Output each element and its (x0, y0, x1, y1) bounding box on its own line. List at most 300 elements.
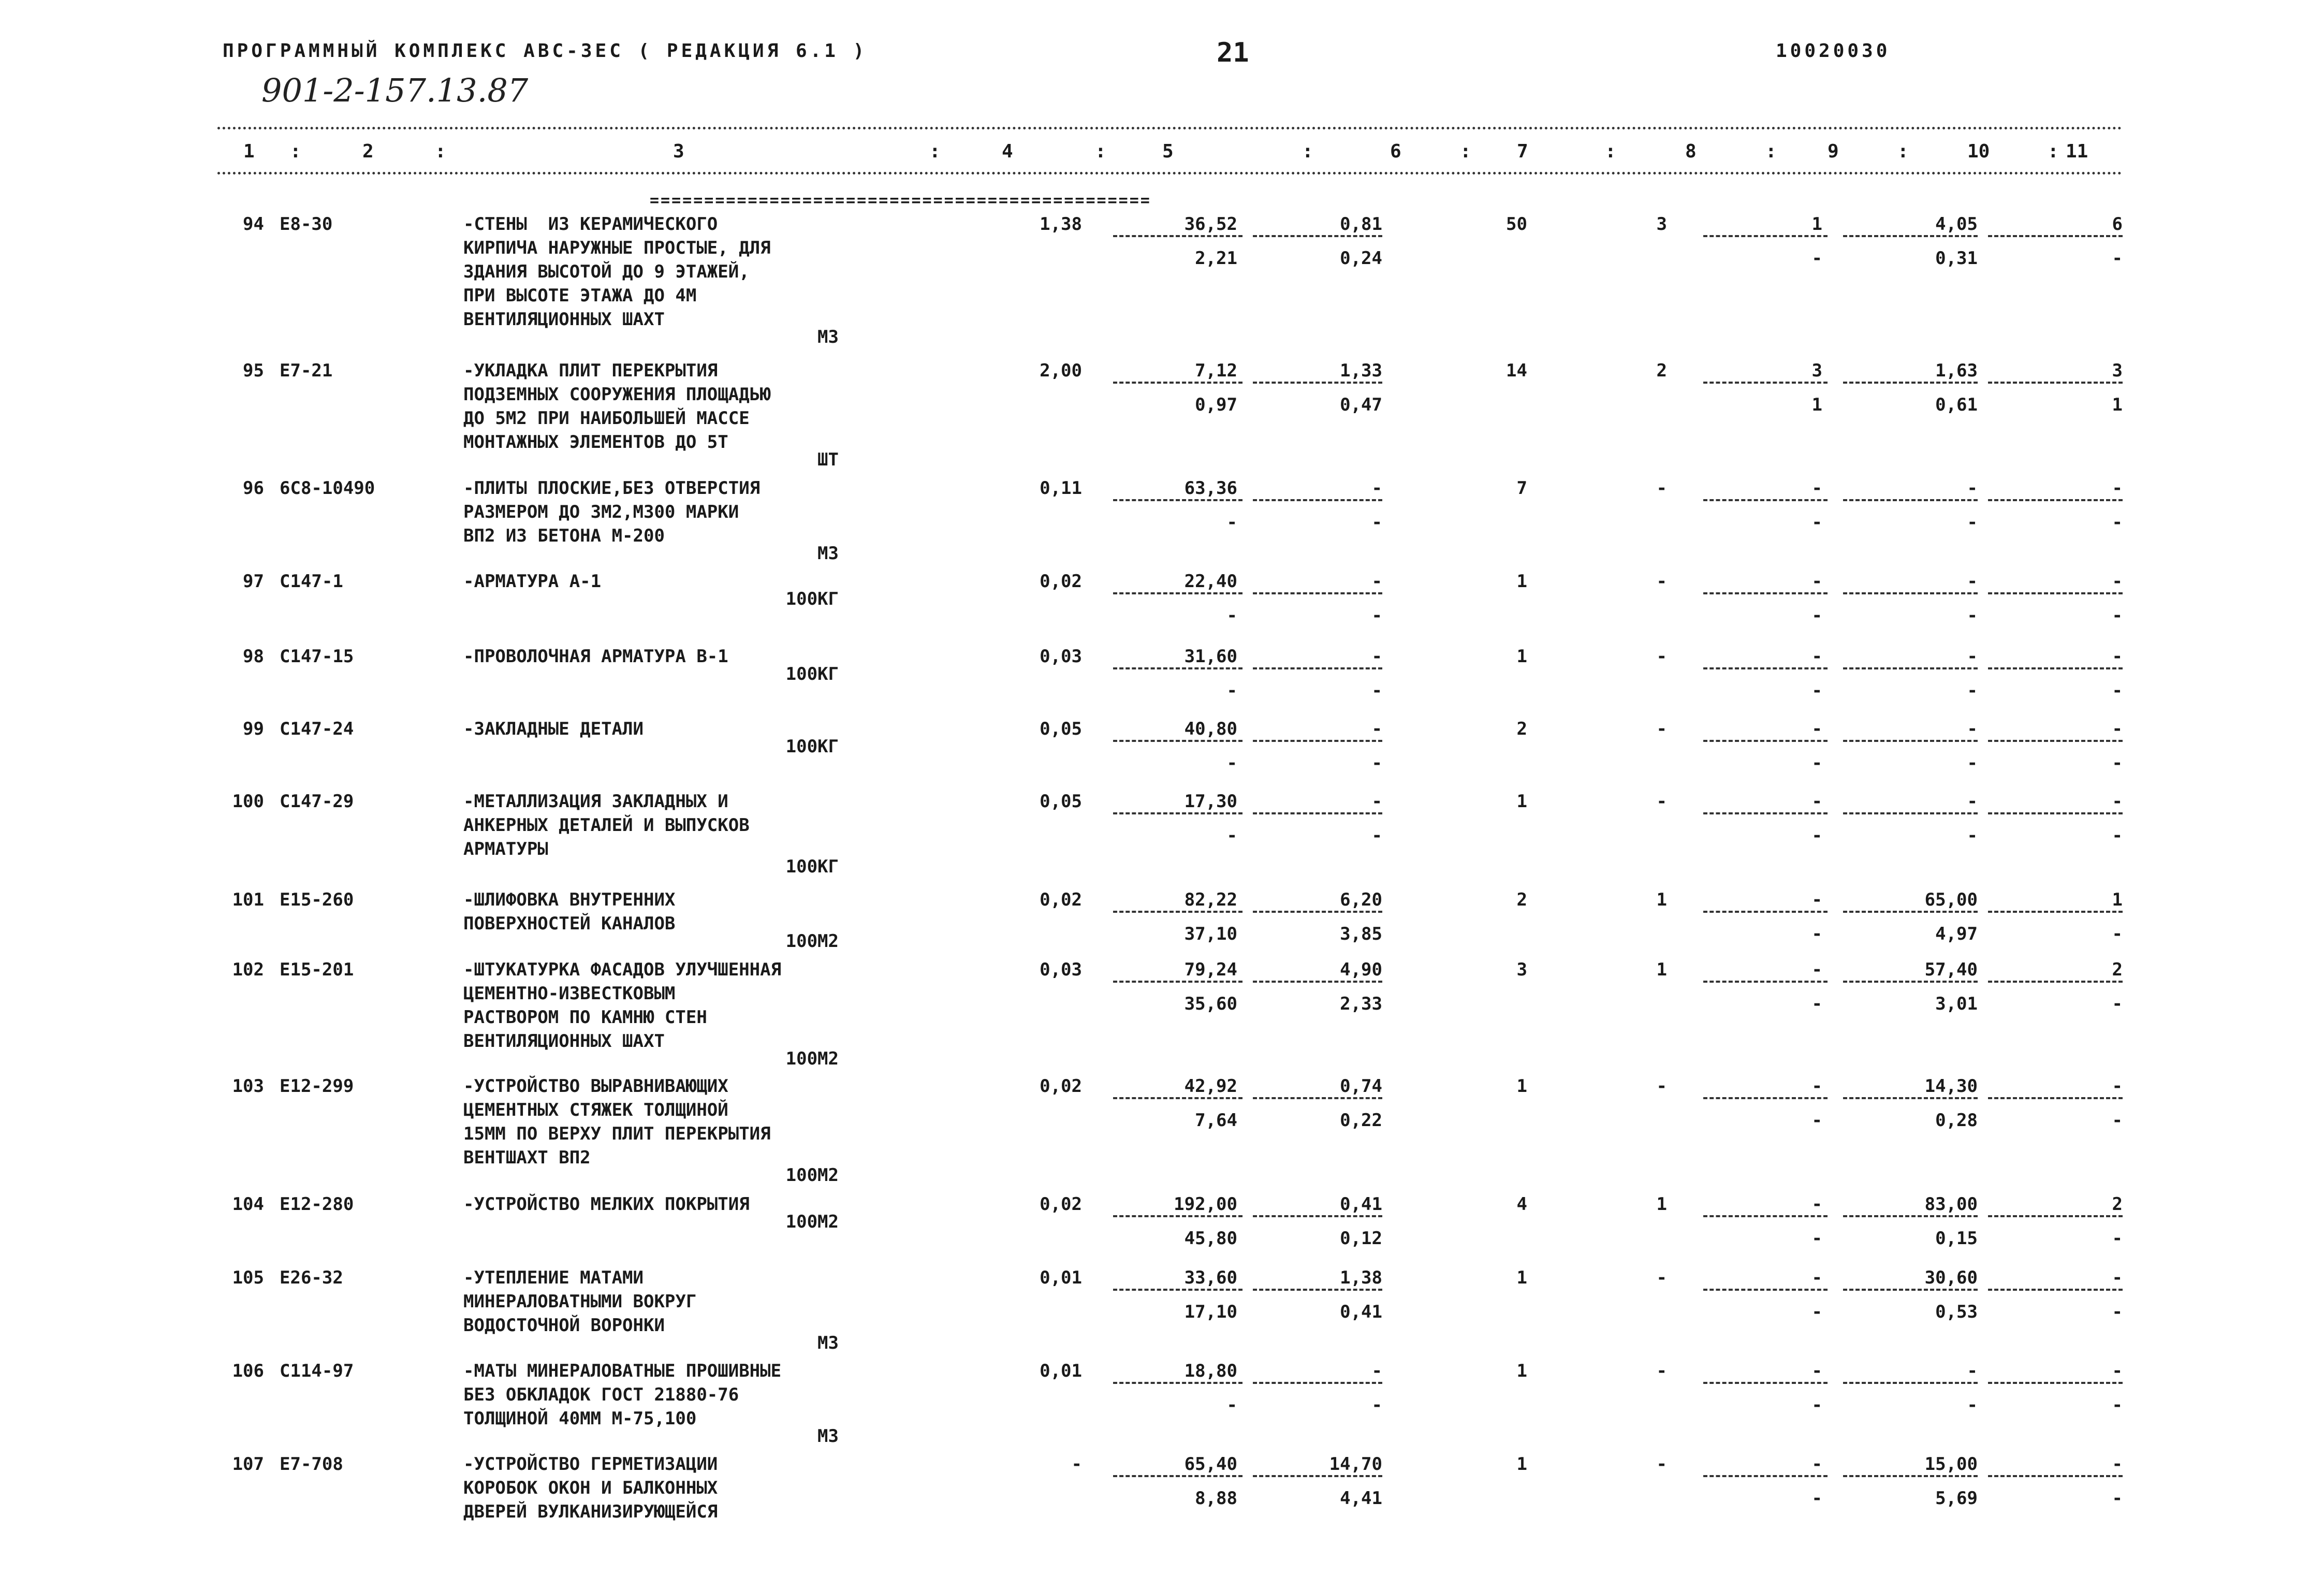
work-description-line: -УКЛАДКА ПЛИТ ПЕРЕКРЫТИЯ (463, 360, 718, 381)
cost-col10-sub: 0,61 (1935, 395, 1978, 415)
subtotal-rule (1113, 499, 1243, 501)
cost-col11-sub: - (2112, 605, 2123, 626)
subtotal-rule (1703, 1097, 1828, 1099)
subtotal-rule (1113, 235, 1243, 237)
cost-col5: 63,36 (1184, 478, 1237, 499)
quantity: 0,05 (1040, 719, 1082, 739)
cost-col9: - (1811, 1076, 1822, 1097)
page-number: 21 (1217, 37, 1249, 68)
subtotal-rule (1843, 812, 1978, 814)
subtotal-rule (1988, 911, 2123, 913)
cost-col10: 65,00 (1924, 889, 1978, 910)
unit-of-measure: 100М2 (785, 1048, 839, 1069)
cost-col9-sub: - (1811, 825, 1822, 846)
cost-col6: 1,33 (1340, 360, 1382, 381)
subtotal-rule (1843, 382, 1978, 384)
subtotal-rule (1113, 1382, 1243, 1384)
cost-col5: 42,92 (1184, 1076, 1237, 1097)
unit-of-measure: 100КГ (785, 664, 839, 684)
cost-col8: 1 (1656, 1194, 1667, 1215)
unit-of-measure: ШТ (817, 449, 839, 470)
cost-col8: 3 (1656, 214, 1667, 235)
cost-col11: - (2112, 1454, 2123, 1475)
cost-col7: 7 (1516, 478, 1527, 499)
work-description-line: ВП2 ИЗ БЕТОНА М-200 (463, 526, 665, 546)
quantity: 0,02 (1040, 571, 1082, 592)
work-description-line: 15ММ ПО ВЕРХУ ПЛИТ ПЕРЕКРЫТИЯ (463, 1124, 771, 1144)
subtotal-rule (1703, 235, 1828, 237)
quantity: 0,02 (1040, 1194, 1082, 1215)
row-number: 107 (232, 1454, 264, 1475)
rate-code: Е12-280 (280, 1194, 354, 1215)
cost-col11: - (2112, 571, 2123, 592)
subtotal-rule (1253, 911, 1382, 913)
subtotal-rule (1253, 1215, 1382, 1217)
cost-col9-sub: - (1811, 605, 1822, 626)
subtotal-rule (1113, 592, 1243, 594)
work-description-line: КОРОБОК ОКОН И БАЛКОННЫХ (463, 1478, 718, 1498)
subtotal-rule (1843, 667, 1978, 669)
column-divider: : (1897, 141, 1909, 162)
cost-col6-sub: 4,41 (1340, 1488, 1382, 1509)
row-number: 98 (243, 646, 264, 667)
cost-col9: - (1811, 889, 1822, 910)
cost-col6-sub: - (1371, 825, 1382, 846)
subtotal-rule (1253, 981, 1382, 983)
subtotal-rule (1843, 740, 1978, 742)
cost-col9-sub: - (1811, 1302, 1822, 1322)
cost-col5-sub: 35,60 (1184, 994, 1237, 1014)
rate-code: Е26-32 (280, 1267, 343, 1288)
quantity: 0,01 (1040, 1267, 1082, 1288)
work-description-line: -МЕТАЛЛИЗАЦИЯ ЗАКЛАДНЫХ И (463, 791, 728, 812)
cost-col10-sub: - (1967, 1395, 1978, 1416)
work-description-line: РАСТВОРОМ ПО КАМНЮ СТЕН (463, 1007, 707, 1028)
cost-col6: - (1371, 646, 1382, 667)
cost-col9: - (1811, 719, 1822, 739)
subtotal-rule (1253, 667, 1382, 669)
cost-col8: - (1656, 1361, 1667, 1381)
cost-col7: 2 (1516, 719, 1527, 739)
work-description-line: ВОДОСТОЧНОЙ ВОРОНКИ (463, 1315, 665, 1336)
column-number-1: 1 (243, 141, 255, 162)
cost-col10: 4,05 (1935, 214, 1978, 235)
row-number: 101 (232, 889, 264, 910)
work-description-line: -ПЛИТЫ ПЛОСКИЕ,БЕЗ ОТВЕРСТИЯ (463, 478, 761, 499)
cost-col9: - (1811, 478, 1822, 499)
quantity: 0,11 (1040, 478, 1082, 499)
work-description-line: ПРИ ВЫСОТЕ ЭТАЖА ДО 4М (463, 285, 697, 306)
subtotal-rule (1253, 1289, 1382, 1291)
program-header: ПРОГРАММНЫЙ КОМПЛЕКС АВС-3ЕС ( РЕДАКЦИЯ 6.1 ) (223, 40, 868, 62)
cost-col11: - (2112, 646, 2123, 667)
header-rule-top (217, 127, 2123, 129)
cost-col6: 0,74 (1340, 1076, 1382, 1097)
cost-col6-sub: 0,41 (1340, 1302, 1382, 1322)
cost-col9-sub: - (1811, 924, 1822, 944)
subtotal-rule (1843, 1215, 1978, 1217)
work-description-line: ПОВЕРХНОСТЕЙ КАНАЛОВ (463, 913, 676, 934)
cost-col9: - (1811, 791, 1822, 812)
row-number: 103 (232, 1076, 264, 1097)
work-description-line: -СТЕНЫ ИЗ КЕРАМИЧЕСКОГО (463, 214, 718, 235)
cost-col5-sub: 17,10 (1184, 1302, 1237, 1322)
rate-code: С147-29 (280, 791, 354, 812)
cost-col5: 22,40 (1184, 571, 1237, 592)
cost-col5: 31,60 (1184, 646, 1237, 667)
cost-col10: - (1967, 719, 1978, 739)
cost-col5: 36,52 (1184, 214, 1237, 235)
cost-col10-sub: 3,01 (1935, 994, 1978, 1014)
work-description-line: МОНТАЖНЫХ ЭЛЕМЕНТОВ ДО 5Т (463, 432, 728, 453)
cost-col5: 192,00 (1174, 1194, 1237, 1215)
subtotal-rule (1988, 981, 2123, 983)
cost-col9: 3 (1811, 360, 1822, 381)
section-separator: ============================================== (650, 192, 1151, 210)
subtotal-rule (1253, 1382, 1382, 1384)
subtotal-rule (1703, 499, 1828, 501)
subtotal-rule (1988, 740, 2123, 742)
subtotal-rule (1703, 382, 1828, 384)
row-number: 95 (243, 360, 264, 381)
cost-col10: - (1967, 478, 1978, 499)
cost-col9-sub: - (1811, 680, 1822, 701)
cost-col11-sub: - (2112, 825, 2123, 846)
work-description-line: ЗДАНИЯ ВЫСОТОЙ ДО 9 ЭТАЖЕЙ, (463, 261, 750, 282)
cost-col9-sub: - (1811, 753, 1822, 774)
cost-col5-sub: 0,97 (1195, 395, 1237, 415)
handwritten-project-code: 901-2-157.13.87 (261, 71, 529, 109)
cost-col5-sub: - (1226, 512, 1237, 533)
work-description-line: -ШЛИФОВКА ВНУТРЕННИХ (463, 889, 676, 910)
cost-col9-sub: 1 (1811, 395, 1822, 415)
cost-col11-sub: - (2112, 1302, 2123, 1322)
cost-col7: 1 (1516, 791, 1527, 812)
cost-col10-sub: 0,15 (1935, 1228, 1978, 1249)
quantity: - (1071, 1454, 1082, 1475)
unit-of-measure: М3 (817, 327, 839, 347)
cost-col9: - (1811, 1361, 1822, 1381)
cost-col11-sub: - (2112, 1228, 2123, 1249)
cost-col11: 2 (2112, 1194, 2123, 1215)
column-number-4: 4 (1002, 141, 1013, 162)
cost-col5-sub: - (1226, 753, 1237, 774)
subtotal-rule (1703, 1382, 1828, 1384)
cost-col8: - (1656, 1267, 1667, 1288)
work-description-line: ВЕНТИЛЯЦИОННЫХ ШАХТ (463, 309, 665, 330)
cost-col11-sub: - (2112, 994, 2123, 1014)
cost-col8: - (1656, 478, 1667, 499)
cost-col6: 4,90 (1340, 959, 1382, 980)
subtotal-rule (1988, 1289, 2123, 1291)
cost-col10-sub: 0,28 (1935, 1110, 1978, 1131)
cost-col7: 1 (1516, 1454, 1527, 1475)
cost-col7: 3 (1516, 959, 1527, 980)
subtotal-rule (1843, 235, 1978, 237)
subtotal-rule (1113, 812, 1243, 814)
column-divider: : (290, 141, 301, 162)
quantity: 0,02 (1040, 1076, 1082, 1097)
column-number-6: 6 (1390, 141, 1401, 162)
cost-col6-sub: - (1371, 1395, 1382, 1416)
cost-col10-sub: - (1967, 753, 1978, 774)
cost-col10: 1,63 (1935, 360, 1978, 381)
cost-col8: - (1656, 646, 1667, 667)
quantity: 0,02 (1040, 889, 1082, 910)
unit-of-measure: М3 (817, 1333, 839, 1353)
work-description-line: ТОЛЩИНОЙ 40ММ М-75,100 (463, 1408, 697, 1429)
cost-col10-sub: 5,69 (1935, 1488, 1978, 1509)
row-number: 102 (232, 959, 264, 980)
work-description-line: ЦЕМЕНТНЫХ СТЯЖЕК ТОЛЩИНОЙ (463, 1100, 728, 1120)
cost-col9-sub: - (1811, 1395, 1822, 1416)
subtotal-rule (1703, 1289, 1828, 1291)
subtotal-rule (1988, 1215, 2123, 1217)
cost-col6: - (1371, 571, 1382, 592)
cost-col11-sub: - (2112, 753, 2123, 774)
cost-col6: 0,81 (1340, 214, 1382, 235)
cost-col6-sub: - (1371, 680, 1382, 701)
column-number-2: 2 (362, 141, 374, 162)
column-number-7: 7 (1517, 141, 1528, 162)
column-divider: : (929, 141, 941, 162)
work-description-line: ПОДЗЕМНЫХ СООРУЖЕНИЯ ПЛОЩАДЬЮ (463, 384, 771, 405)
cost-col10-sub: 0,31 (1935, 248, 1978, 269)
work-description-line: РАЗМЕРОМ ДО 3М2,М300 МАРКИ (463, 502, 739, 522)
cost-col9: 1 (1811, 214, 1822, 235)
cost-col5-sub: - (1226, 680, 1237, 701)
column-number-8: 8 (1685, 141, 1697, 162)
cost-col7: 2 (1516, 889, 1527, 910)
rate-code: С147-24 (280, 719, 354, 739)
unit-of-measure: М3 (817, 543, 839, 564)
cost-col11: 1 (2112, 889, 2123, 910)
cost-col6: 0,41 (1340, 1194, 1382, 1215)
quantity: 2,00 (1040, 360, 1082, 381)
subtotal-rule (1253, 740, 1382, 742)
work-description-line: ВЕНТШАХТ ВП2 (463, 1147, 591, 1168)
subtotal-rule (1843, 911, 1978, 913)
cost-col5: 33,60 (1184, 1267, 1237, 1288)
subtotal-rule (1703, 667, 1828, 669)
work-description-line: -ПРОВОЛОЧНАЯ АРМАТУРА В-1 (463, 646, 728, 667)
work-description-line: -ЗАКЛАДНЫЕ ДЕТАЛИ (463, 719, 644, 739)
subtotal-rule (1843, 1289, 1978, 1291)
cost-col6-sub: 2,33 (1340, 994, 1382, 1014)
cost-col9-sub: - (1811, 1228, 1822, 1249)
cost-col5: 79,24 (1184, 959, 1237, 980)
cost-col11-sub: - (2112, 924, 2123, 944)
cost-col10: 30,60 (1924, 1267, 1978, 1288)
cost-col10: - (1967, 1361, 1978, 1381)
header-rule-bottom (217, 172, 2123, 174)
subtotal-rule (1988, 499, 2123, 501)
row-number: 100 (232, 791, 264, 812)
column-divider: : (1765, 141, 1777, 162)
work-description-line: -УСТРОЙСТВО МЕЛКИХ ПОКРЫТИЯ (463, 1194, 750, 1215)
cost-col5: 65,40 (1184, 1454, 1237, 1475)
work-description-line: -УСТРОЙСТВО ВЫРАВНИВАЮЩИХ (463, 1076, 728, 1097)
subtotal-rule (1988, 1097, 2123, 1099)
cost-col7: 50 (1506, 214, 1527, 235)
cost-col8: 2 (1656, 360, 1667, 381)
row-number: 94 (243, 214, 264, 235)
cost-col5-sub: 45,80 (1184, 1228, 1237, 1249)
cost-col11: - (2112, 791, 2123, 812)
subtotal-rule (1988, 667, 2123, 669)
cost-col6-sub: 0,22 (1340, 1110, 1382, 1131)
subtotal-rule (1253, 1097, 1382, 1099)
subtotal-rule (1113, 740, 1243, 742)
cost-col11: - (2112, 478, 2123, 499)
cost-col11: 3 (2112, 360, 2123, 381)
unit-of-measure: 100М2 (785, 1212, 839, 1232)
row-number: 106 (232, 1361, 264, 1381)
cost-col8: - (1656, 1454, 1667, 1475)
cost-col11-sub: 1 (2112, 395, 2123, 415)
cost-col10: - (1967, 646, 1978, 667)
cost-col11-sub: - (2112, 680, 2123, 701)
quantity: 0,05 (1040, 791, 1082, 812)
cost-col9: - (1811, 1454, 1822, 1475)
cost-col10: - (1967, 571, 1978, 592)
cost-col5: 18,80 (1184, 1361, 1237, 1381)
cost-col10: 83,00 (1924, 1194, 1978, 1215)
cost-col9-sub: - (1811, 1110, 1822, 1131)
subtotal-rule (1988, 1382, 2123, 1384)
cost-col6: 1,38 (1340, 1267, 1382, 1288)
subtotal-rule (1988, 812, 2123, 814)
quantity: 0,03 (1040, 959, 1082, 980)
cost-col11: - (2112, 1267, 2123, 1288)
unit-of-measure: 100М2 (785, 931, 839, 952)
subtotal-rule (1843, 1382, 1978, 1384)
document-code: 10020030 (1776, 40, 1891, 62)
cost-col5: 40,80 (1184, 719, 1237, 739)
work-description-line: ЦЕМЕНТНО-ИЗВЕСТКОВЫМ (463, 983, 676, 1004)
cost-col9: - (1811, 959, 1822, 980)
cost-col7: 14 (1506, 360, 1527, 381)
rate-code: Е15-260 (280, 889, 354, 910)
subtotal-rule (1113, 667, 1243, 669)
subtotal-rule (1988, 235, 2123, 237)
cost-col10: 15,00 (1924, 1454, 1978, 1475)
cost-col10-sub: - (1967, 680, 1978, 701)
row-number: 99 (243, 719, 264, 739)
unit-of-measure: 100М2 (785, 1165, 839, 1186)
subtotal-rule (1703, 1475, 1828, 1477)
cost-col10-sub: 0,53 (1935, 1302, 1978, 1322)
work-description-line: -ШТУКАТУРКА ФАСАДОВ УЛУЧШЕННАЯ (463, 959, 782, 980)
cost-col6-sub: 3,85 (1340, 924, 1382, 944)
cost-col11-sub: - (2112, 1488, 2123, 1509)
cost-col6: - (1371, 478, 1382, 499)
cost-col8: - (1656, 719, 1667, 739)
cost-col5-sub: 37,10 (1184, 924, 1237, 944)
cost-col8: - (1656, 1076, 1667, 1097)
cost-col9: - (1811, 1267, 1822, 1288)
cost-col9-sub: - (1811, 994, 1822, 1014)
cost-col5-sub: - (1226, 825, 1237, 846)
work-description-line: ДО 5М2 ПРИ НАИБОЛЬШЕЙ МАССЕ (463, 408, 750, 429)
subtotal-rule (1253, 382, 1382, 384)
subtotal-rule (1843, 499, 1978, 501)
cost-col6: - (1371, 719, 1382, 739)
cost-col10: 57,40 (1924, 959, 1978, 980)
work-description-line: -МАТЫ МИНЕРАЛОВАТНЫЕ ПРОШИВНЫЕ (463, 1361, 782, 1381)
cost-col6: - (1371, 1361, 1382, 1381)
work-description-line: КИРПИЧА НАРУЖНЫЕ ПРОСТЫЕ, ДЛЯ (463, 238, 771, 258)
cost-col7: 1 (1516, 571, 1527, 592)
work-description-line: МИНЕРАЛОВАТНЫМИ ВОКРУГ (463, 1291, 697, 1312)
cost-col6-sub: - (1371, 605, 1382, 626)
quantity: 1,38 (1040, 214, 1082, 235)
cost-col11-sub: - (2112, 512, 2123, 533)
subtotal-rule (1703, 911, 1828, 913)
cost-col6: 6,20 (1340, 889, 1382, 910)
cost-col10: 14,30 (1924, 1076, 1978, 1097)
quantity: 0,01 (1040, 1361, 1082, 1381)
subtotal-rule (1843, 1097, 1978, 1099)
subtotal-rule (1113, 1097, 1243, 1099)
subtotal-rule (1113, 981, 1243, 983)
subtotal-rule (1703, 740, 1828, 742)
cost-col5: 17,30 (1184, 791, 1237, 812)
subtotal-rule (1988, 592, 2123, 594)
work-description-line: АНКЕРНЫХ ДЕТАЛЕЙ И ВЫПУСКОВ (463, 815, 750, 836)
subtotal-rule (1113, 1475, 1243, 1477)
work-description-line: АРМАТУРЫ (463, 839, 548, 859)
cost-col6-sub: - (1371, 753, 1382, 774)
cost-col8: 1 (1656, 889, 1667, 910)
subtotal-rule (1253, 1475, 1382, 1477)
column-divider: : (1605, 141, 1616, 162)
cost-col11-sub: - (2112, 1395, 2123, 1416)
cost-col7: 1 (1516, 1267, 1527, 1288)
rate-code: Е7-21 (280, 360, 333, 381)
column-number-11: 11 (2066, 141, 2088, 162)
rate-code: С147-15 (280, 646, 354, 667)
subtotal-rule (1703, 812, 1828, 814)
column-number-9: 9 (1828, 141, 1839, 162)
row-number: 97 (243, 571, 264, 592)
cost-col5-sub: 7,64 (1195, 1110, 1237, 1131)
work-description-line: БЕЗ ОБКЛАДОК ГОСТ 21880-76 (463, 1384, 739, 1405)
cost-col7: 1 (1516, 646, 1527, 667)
cost-col9: - (1811, 646, 1822, 667)
cost-col11: 2 (2112, 959, 2123, 980)
cost-col11: - (2112, 1361, 2123, 1381)
rate-code: Е15-201 (280, 959, 354, 980)
subtotal-rule (1988, 382, 2123, 384)
subtotal-rule (1113, 1215, 1243, 1217)
work-description-line: ВЕНТИЛЯЦИОННЫХ ШАХТ (463, 1031, 665, 1052)
cost-col9-sub: - (1811, 1488, 1822, 1509)
subtotal-rule (1703, 592, 1828, 594)
cost-col11-sub: - (2112, 1110, 2123, 1131)
cost-col5-sub: - (1226, 605, 1237, 626)
rate-code: 6С8-10490 (280, 478, 375, 499)
cost-col5-sub: 2,21 (1195, 248, 1237, 269)
subtotal-rule (1703, 1215, 1828, 1217)
cost-col9: - (1811, 571, 1822, 592)
subtotal-rule (1843, 592, 1978, 594)
cost-col8: - (1656, 571, 1667, 592)
cost-col8: - (1656, 791, 1667, 812)
subtotal-rule (1253, 592, 1382, 594)
rate-code: С147-1 (280, 571, 343, 592)
cost-col7: 1 (1516, 1076, 1527, 1097)
